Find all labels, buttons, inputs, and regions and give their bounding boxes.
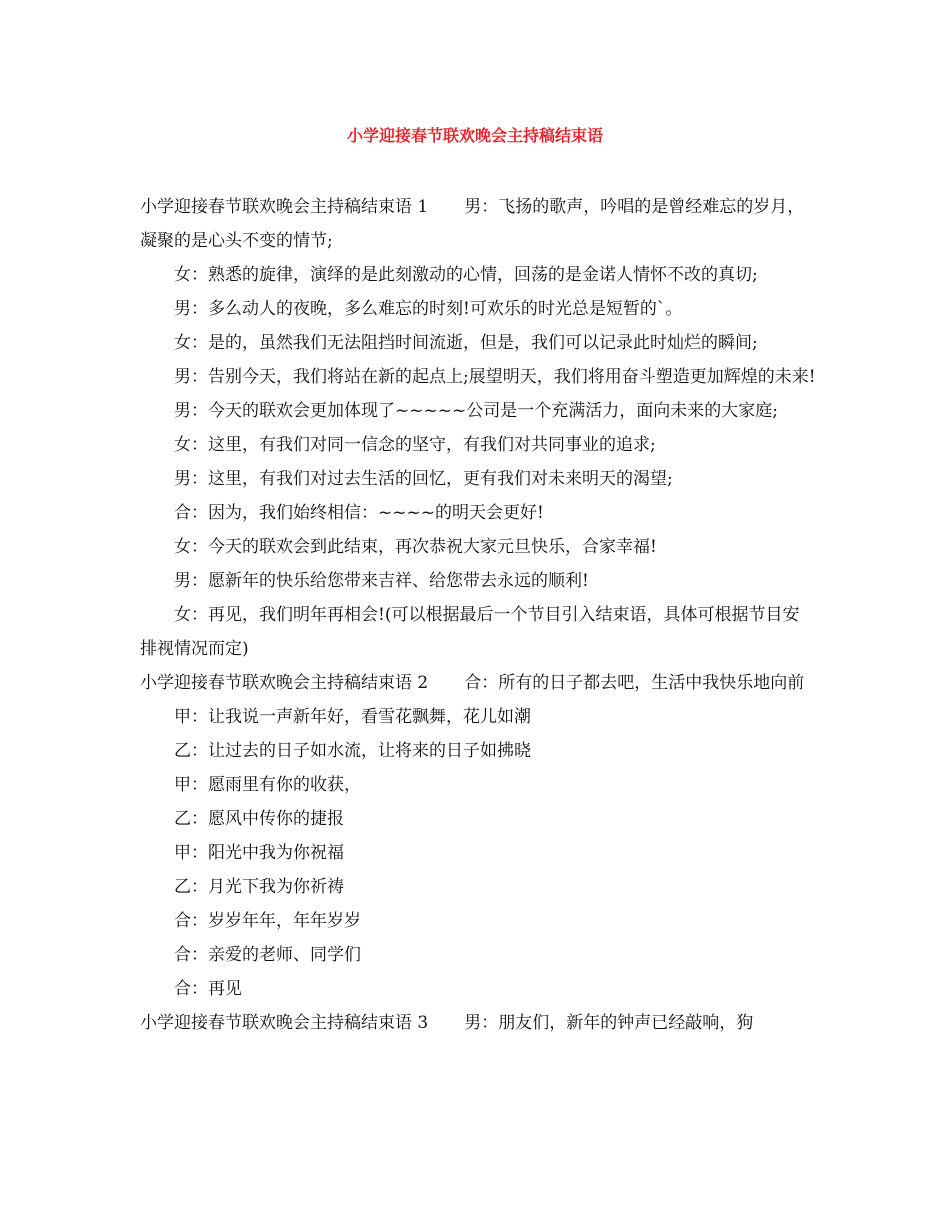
paragraph: 甲：让我说一声新年好，看雪花飘舞，花儿如潮 <box>174 707 531 727</box>
section-3-paragraph <box>140 1006 816 1040</box>
section-heading: 小学迎接春节联欢晚会主持稿结束语 2 <box>140 673 429 693</box>
paragraph-text: 男：朋友们，新年的钟声已经敲响，狗 <box>464 1013 754 1033</box>
paragraph: 乙：愿风中传你的捷报 <box>174 809 344 829</box>
paragraph: 乙：月光下我为你祈祷 <box>174 877 344 897</box>
paragraph: 男：今天的联欢会更加体现了~~~~~公司是一个充满活力，面向未来的大家庭; <box>174 401 778 421</box>
paragraph: 合：再见 <box>174 979 242 999</box>
paragraph: 女：再见，我们明年再相会!(可以根据最后一个节目引入结束语，具体可根据节目安排视情况而定) <box>140 605 800 659</box>
paragraph-text: 合：所有的日子都去吧，生活中我快乐地向前 <box>464 673 805 693</box>
paragraph: 乙：让过去的日子如水流，让将来的日子如拂晓 <box>174 741 531 761</box>
section-2-paragraph <box>140 666 816 700</box>
paragraph: 合：岁岁年年，年年岁岁 <box>174 911 361 931</box>
paragraph: 合：亲爱的老师、同学们 <box>174 945 361 965</box>
paragraph: 男：愿新年的快乐给您带来吉祥、给您带去永远的顺利! <box>174 571 589 591</box>
paragraph: 女：今天的联欢会到此结束，再次恭祝大家元旦快乐，合家幸福! <box>174 537 657 557</box>
paragraph: 甲：愿雨里有你的收获， <box>174 775 361 795</box>
section-1-paragraph <box>140 190 816 258</box>
paragraph: 甲：阳光中我为你祝福 <box>174 843 344 863</box>
paragraph-text: 男：飞扬的歌声，吟唱的是曾经难忘的岁月，凝聚的是心头不变的情节; <box>140 197 805 251</box>
section-heading: 小学迎接春节联欢晚会主持稿结束语 3 <box>140 1013 429 1033</box>
paragraph: 女：这里，有我们对同一信念的坚守，有我们对共同事业的追求; <box>174 435 656 455</box>
paragraph: 男：告别今天，我们将站在新的起点上;展望明天，我们将用奋斗塑造更加辉煌的未来! <box>174 367 816 387</box>
paragraph: 男：这里，有我们对过去生活的回忆，更有我们对未来明天的渴望; <box>174 469 673 489</box>
document-body <box>140 190 816 1040</box>
paragraph: 男：多么动人的夜晚，多么难忘的时刻!可欢乐的时光总是短暂的`。 <box>174 299 683 319</box>
section-heading: 小学迎接春节联欢晚会主持稿结束语 1 <box>140 197 429 217</box>
paragraph: 合：因为，我们始终相信：~~~~的明天会更好! <box>174 503 544 523</box>
paragraph: 女：是的，虽然我们无法阻挡时间流逝，但是，我们可以记录此时灿烂的瞬间; <box>174 333 758 353</box>
document-title: 小学迎接春节联欢晚会主持稿结束语 <box>346 126 603 145</box>
paragraph: 女：熟悉的旋律，演绎的是此刻激动的心情，回荡的是金诺人情怀不改的真切; <box>174 265 758 285</box>
